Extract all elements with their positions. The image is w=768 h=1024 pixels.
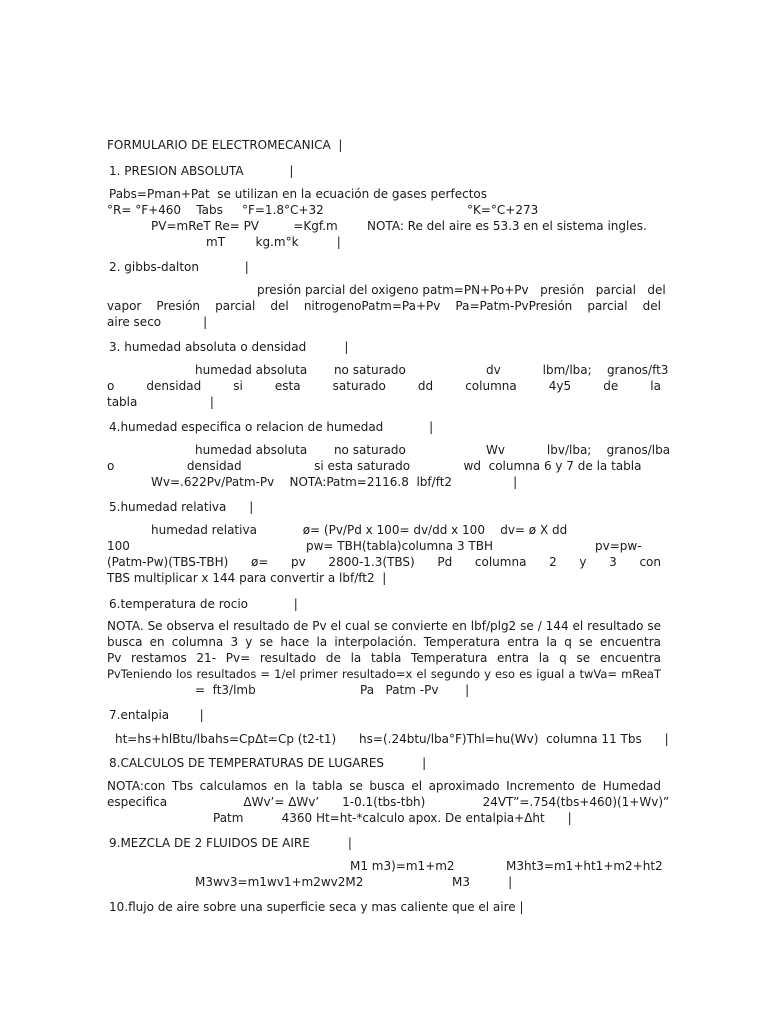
section-1-line: mT kg.m°k | bbox=[206, 235, 341, 249]
section-1-line: °R= °F+460 Tabs °F=1.8°C+32 bbox=[107, 203, 324, 217]
section-1-line: Pabs=Pman+Pat se utilizan en la ecuación de gases perfectos bbox=[109, 187, 487, 201]
section-5-line: 100 bbox=[107, 539, 130, 553]
section-6-line: busca en columna 3 y se hace la interpolación. Temperatura entra la q se encuentra bbox=[107, 635, 661, 649]
section-4-line: o densidad si esta saturado wd columna 6 y 7 de la tabla bbox=[107, 459, 642, 473]
section-8-heading: 8.CALCULOS DE TEMPERATURAS DE LUGARES | bbox=[109, 756, 427, 770]
section-1-line: °K=°C+273 bbox=[467, 203, 539, 217]
section-9-heading: 9.MEZCLA DE 2 FLUIDOS DE AIRE | bbox=[109, 836, 352, 850]
section-4-heading: 4.humedad especifica o relacion de humedad | bbox=[109, 420, 434, 434]
section-2-line: presión parcial del oxigeno patm=PN+Po+Pv presión parcial del bbox=[257, 283, 666, 297]
section-6-line: Pa Patm -Pv | bbox=[360, 683, 470, 697]
section-9-line: M3 | bbox=[452, 875, 513, 889]
section-2-line: vapor Presión parcial del nitrogenoPatm=Pa+Pv Pa=Patm-PvPresión parcial del bbox=[107, 299, 661, 313]
section-4-line: humedad absoluta no saturado Wv lbv/lba; granos/lba bbox=[195, 443, 671, 457]
section-1-line: PV=mReT Re= PV =Kgf.m bbox=[151, 219, 338, 233]
document-title: FORMULARIO DE ELECTROMECANICA | bbox=[107, 138, 343, 152]
section-2-line: aire seco | bbox=[107, 315, 208, 329]
section-6-line: = ft3/lmb bbox=[195, 683, 256, 697]
section-5-heading: 5.humedad relativa | bbox=[109, 500, 254, 514]
section-3-heading: 3. humedad absoluta o densidad | bbox=[109, 340, 349, 354]
section-6-line: NOTA. Se observa el resultado de Pv el cual se convierte en lbf/plg2 se / 144 el resultado se bbox=[107, 619, 661, 633]
section-6-line: PvTeniendo los resultados = 1/el primer resultado=x el segundo y eso es igual a twVa= mReaT bbox=[107, 667, 661, 681]
section-6-line: Pv restamos 21- Pv= resultado de la tabla Temperatura entra la q se encuentra bbox=[107, 651, 661, 665]
section-1-line: NOTA: Re del aire es 53.3 en el sistema ingles. bbox=[367, 219, 647, 233]
section-2-heading: 2. gibbs-dalton | bbox=[109, 260, 249, 274]
section-5-line: humedad relativa ø= (Pv/Pd x 100= dv/dd x 100 dv= ø X dd bbox=[151, 523, 568, 537]
section-1-heading: 1. PRESION ABSOLUTA | bbox=[109, 164, 294, 178]
section-7-heading: 7.entalpia | bbox=[109, 708, 204, 722]
section-8-line: Patm 4360 Ht=ht-*calculo apox. De entalpia+Δht | bbox=[213, 811, 572, 825]
section-8-line: NOTA:con Tbs calculamos en la tabla se busca el aproximado Incremento de Humedad bbox=[107, 779, 661, 793]
section-3-line: humedad absoluta no saturado dv lbm/lba; granos/ft3 bbox=[195, 363, 669, 377]
section-5-line: (Patm-Pw)(TBS-TBH) ø= pv 2800-1.3(TBS) Pd columna 2 y 3 con bbox=[107, 555, 661, 569]
section-9-line: M3wv3=m1wv1+m2wv2M2 bbox=[195, 875, 364, 889]
section-9-line: M1 m3)=m1+m2 bbox=[350, 859, 455, 873]
section-5-line: pw= TBH(tabla)columna 3 TBH bbox=[306, 539, 493, 553]
section-5-line: pv=pw- bbox=[595, 539, 642, 553]
section-7-line: ht=hs+hlBtu/lbahs=CpΔt=Cp (t2-t1) hs=(.24btu/lba°F)Thl=hu(Wv) columna 11 Tbs | bbox=[115, 732, 669, 746]
section-4-line: Wv=.622Pv/Patm-Pv NOTA:Patm=2116.8 lbf/ft2 | bbox=[151, 475, 518, 489]
section-3-line: tabla | bbox=[107, 395, 214, 409]
section-3-line: o densidad si esta saturado dd columna 4y5 de la bbox=[107, 379, 661, 393]
section-6-heading: 6.temperatura de rocio | bbox=[109, 597, 298, 611]
section-8-line: especifica ΔWv’= ΔWv’ 1-0.1(tbs-tbh) 24VT”=.754(tbs+460)(1+Wv)” bbox=[107, 795, 670, 809]
section-9-line: M3ht3=m1+ht1+m2+ht2 bbox=[506, 859, 663, 873]
section-5-line: TBS multiplicar x 144 para convertir a lbf/ft2 | bbox=[107, 571, 387, 585]
section-10-heading: 10.flujo de aire sobre una superficie seca y mas caliente que el aire | bbox=[109, 900, 524, 914]
